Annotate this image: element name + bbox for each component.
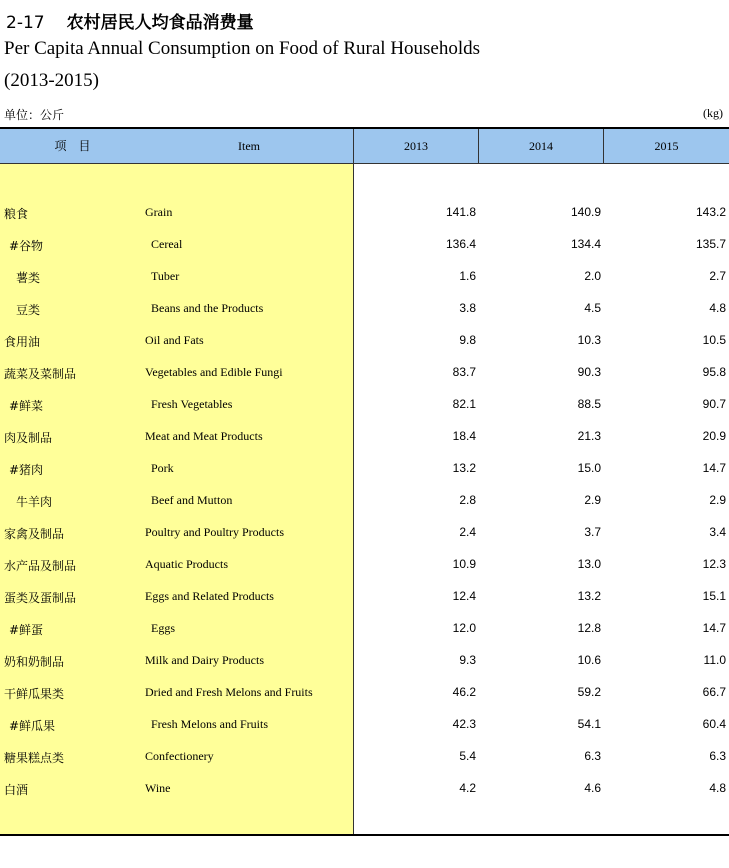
- row-label-english: Grain: [145, 205, 173, 219]
- cell-value-2013: 13.2: [452, 461, 476, 475]
- unit-label-english: (kg): [703, 106, 723, 120]
- table-header: [0, 129, 729, 164]
- bottom-rule: [0, 834, 729, 836]
- cell-value-2015: 135.7: [695, 237, 726, 251]
- cell-value-2015: 2.7: [709, 269, 726, 283]
- row-label-english: Poultry and Poultry Products: [145, 525, 285, 539]
- row-label-chinese: 牛羊肉: [16, 495, 53, 509]
- cell-value-2015: 11.0: [703, 653, 726, 667]
- table-row: [0, 749, 729, 781]
- header-item-chinese: 项 目: [54, 139, 91, 153]
- cell-value-2014: 3.7: [584, 525, 601, 539]
- cell-value-2015: 66.7: [702, 685, 726, 699]
- table-row: [0, 653, 729, 685]
- table-row: [0, 685, 729, 717]
- cell-value-2015: 3.4: [709, 525, 726, 539]
- cell-value-2014: 140.9: [570, 205, 601, 219]
- cell-value-2014: 134.4: [570, 237, 601, 251]
- cell-value-2015: 12.3: [702, 557, 726, 571]
- title-chinese: 农村居民人均食品消费量: [66, 13, 254, 33]
- cell-value-2015: 95.8: [702, 365, 726, 379]
- row-label-chinese: 干鲜瓜果类: [4, 687, 65, 701]
- cell-value-2014: 13.2: [577, 589, 601, 603]
- cell-value-2014: 90.3: [577, 365, 601, 379]
- unit-label-chinese: 单位：公斤: [4, 108, 65, 122]
- row-label-chinese: #鲜蛋: [9, 623, 44, 637]
- row-label-chinese: 食用油: [4, 335, 41, 349]
- table-row: [0, 781, 729, 813]
- table-row: [0, 397, 729, 429]
- table-row: [0, 429, 729, 461]
- header-item-english: Item: [238, 139, 260, 153]
- table-row: [0, 621, 729, 653]
- title-english: Per Capita Annual Consumption on Food of Rural Households: [4, 38, 481, 59]
- row-label-english: Fresh Melons and Fruits: [151, 717, 268, 731]
- cell-value-2013: 141.8: [445, 205, 476, 219]
- row-label-english: Eggs and Related Products: [145, 589, 274, 603]
- cell-value-2014: 4.6: [584, 781, 601, 795]
- cell-value-2013: 83.7: [452, 365, 476, 379]
- cell-value-2015: 4.8: [709, 301, 726, 315]
- cell-value-2013: 2.8: [459, 493, 476, 507]
- row-label-chinese: 糖果糕点类: [4, 751, 65, 765]
- row-label-english: Cereal: [151, 237, 183, 251]
- row-label-english: Milk and Dairy Products: [145, 653, 264, 667]
- cell-value-2014: 13.0: [577, 557, 601, 571]
- table-row: [0, 269, 729, 301]
- cell-value-2013: 42.3: [452, 717, 476, 731]
- row-label-english: Eggs: [151, 621, 175, 635]
- cell-value-2015: 4.8: [709, 781, 726, 795]
- cell-value-2015: 14.7: [702, 461, 726, 475]
- cell-value-2015: 10.5: [702, 333, 726, 347]
- cell-value-2015: 143.2: [695, 205, 726, 219]
- row-label-english: Fresh Vegetables: [151, 397, 233, 411]
- row-label-chinese: 蔬菜及菜制品: [4, 367, 77, 381]
- cell-value-2015: 2.9: [709, 493, 726, 507]
- table-row: [0, 589, 729, 621]
- row-label-english: Dried and Fresh Melons and Fruits: [145, 685, 313, 699]
- row-label-chinese: 奶和奶制品: [4, 655, 65, 669]
- cell-value-2014: 10.6: [577, 653, 601, 667]
- row-label-chinese: #谷物: [9, 239, 44, 253]
- row-label-english: Confectionery: [145, 749, 214, 763]
- cell-value-2014: 54.1: [577, 717, 601, 731]
- table-row: [0, 525, 729, 557]
- cell-value-2013: 82.1: [452, 397, 476, 411]
- table-row: [0, 237, 729, 269]
- header-divider: [478, 129, 479, 164]
- cell-value-2013: 3.8: [459, 301, 476, 315]
- row-label-english: Oil and Fats: [145, 333, 204, 347]
- table-row: [0, 365, 729, 397]
- row-label-english: Pork: [151, 461, 174, 475]
- row-label-english: Beans and the Products: [151, 301, 264, 315]
- cell-value-2014: 88.5: [577, 397, 601, 411]
- cell-value-2015: 15.1: [702, 589, 726, 603]
- row-label-chinese: #鲜菜: [9, 399, 44, 413]
- header-divider: [353, 129, 354, 164]
- row-label-chinese: 肉及制品: [4, 431, 53, 445]
- row-label-chinese: 薯类: [16, 271, 41, 285]
- table-row: [0, 557, 729, 589]
- row-label-english: Meat and Meat Products: [145, 429, 263, 443]
- header-year-2013: 2013: [404, 139, 428, 153]
- header-year-2014: 2014: [529, 139, 553, 153]
- row-label-chinese: 蛋类及蛋制品: [4, 591, 77, 605]
- row-label-chinese: 豆类: [16, 303, 41, 317]
- cell-value-2013: 1.6: [459, 269, 476, 283]
- cell-value-2013: 5.4: [459, 749, 476, 763]
- row-label-chinese: 白酒: [4, 783, 29, 797]
- cell-value-2013: 18.4: [452, 429, 476, 443]
- row-label-english: Beef and Mutton: [151, 493, 233, 507]
- cell-value-2014: 12.8: [577, 621, 601, 635]
- cell-value-2014: 21.3: [577, 429, 601, 443]
- table-number: 2-17: [6, 13, 45, 33]
- cell-value-2013: 12.0: [452, 621, 476, 635]
- cell-value-2015: 20.9: [702, 429, 726, 443]
- table-row: [0, 461, 729, 493]
- table-row: [0, 205, 729, 237]
- cell-value-2014: 15.0: [577, 461, 601, 475]
- cell-value-2014: 6.3: [584, 749, 601, 763]
- cell-value-2014: 4.5: [584, 301, 601, 315]
- cell-value-2014: 59.2: [577, 685, 601, 699]
- table-row: [0, 717, 729, 749]
- cell-value-2013: 46.2: [452, 685, 476, 699]
- table-title: [6, 8, 254, 33]
- row-label-chinese: 水产品及制品: [4, 559, 77, 573]
- row-label-chinese: #猪肉: [9, 463, 44, 477]
- row-label-chinese: 家禽及制品: [4, 527, 65, 541]
- cell-value-2013: 10.9: [452, 557, 476, 571]
- header-year-2015: 2015: [654, 139, 679, 153]
- table-row: [0, 333, 729, 365]
- cell-value-2013: 9.3: [459, 653, 476, 667]
- cell-value-2013: 4.2: [459, 781, 476, 795]
- header-divider: [603, 129, 604, 164]
- cell-value-2015: 90.7: [702, 397, 726, 411]
- cell-value-2014: 2.0: [584, 269, 601, 283]
- title-years: (2013-2015): [4, 70, 99, 91]
- row-label-english: Wine: [145, 781, 171, 795]
- table-row: [0, 301, 729, 333]
- cell-value-2015: 6.3: [709, 749, 726, 763]
- table-row: [0, 493, 729, 525]
- cell-value-2013: 9.8: [459, 333, 476, 347]
- row-label-english: Vegetables and Edible Fungi: [145, 365, 283, 379]
- row-label-chinese: #鲜瓜果: [9, 719, 56, 733]
- row-label-english: Aquatic Products: [145, 557, 228, 571]
- cell-value-2014: 10.3: [577, 333, 601, 347]
- cell-value-2015: 60.4: [702, 717, 726, 731]
- cell-value-2013: 136.4: [445, 237, 476, 251]
- row-label-english: Tuber: [151, 269, 180, 283]
- cell-value-2015: 14.7: [702, 621, 726, 635]
- cell-value-2013: 12.4: [452, 589, 476, 603]
- cell-value-2014: 2.9: [584, 493, 601, 507]
- row-label-chinese: 粮食: [4, 207, 29, 221]
- cell-value-2013: 2.4: [459, 525, 476, 539]
